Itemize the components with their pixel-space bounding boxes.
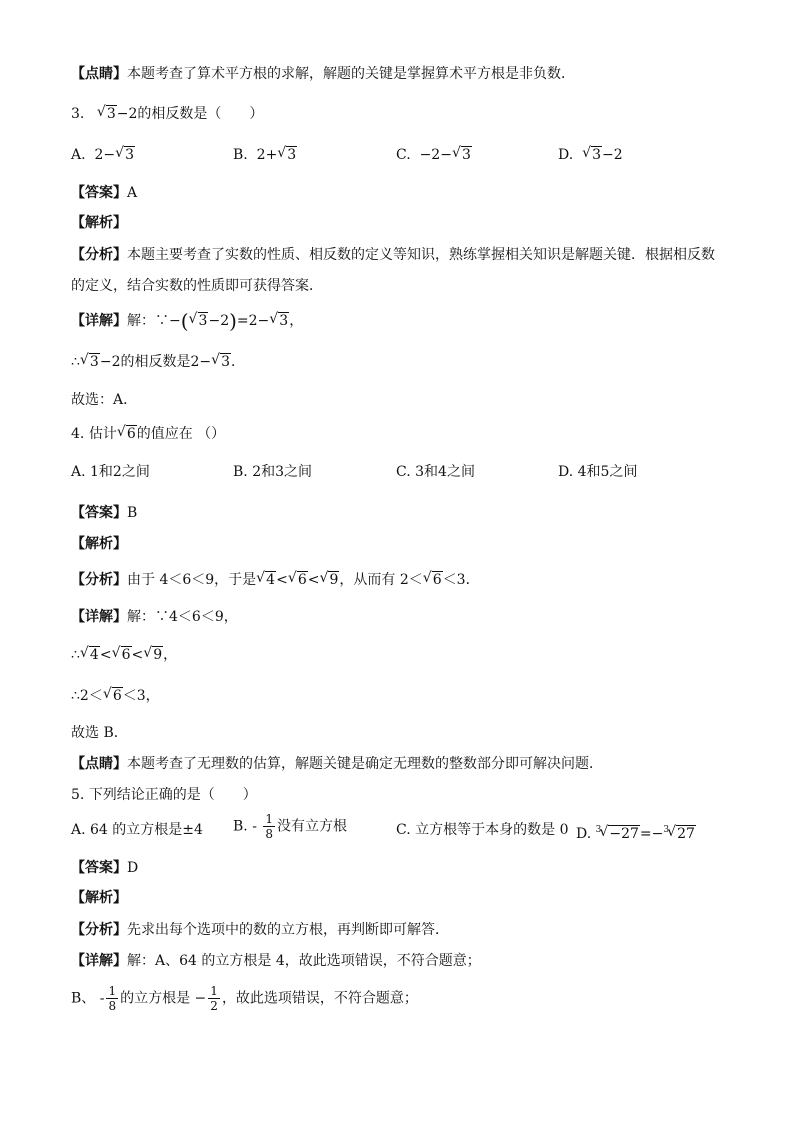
question-number: 3. (71, 106, 85, 122)
dianjing-4: 【点睛】本题考查了无理数的估算，解题关键是确定无理数的整数部分即可解决问题． (71, 756, 603, 772)
therefore-4a: ∴√ 4<√ 6<√ 9， (71, 645, 177, 665)
question-stem: 的相反数是（ ） (137, 106, 264, 122)
q5-option-a: A. 64 的立方根是±4 (71, 822, 203, 838)
guxuan-3: 故选：A． (71, 392, 138, 408)
line-b-explanation: B、 - $\frac{1}{8}$ 的立方根是 − $\frac{1}{2}$ ，故此选项错误，不符合题意； (71, 984, 418, 1013)
q5-option-c: C. 立方根等于本身的数是 0 (396, 822, 569, 838)
jiexi-tag-3: 【解析】 (71, 215, 127, 231)
answer-3 (71, 183, 137, 203)
q5-option-d: D. $^3$√ −27=−$^3$√ 27 (576, 820, 696, 844)
dianjing-text: 本题考查了算术平方根的求解，解题的关键是掌握算术平方根是非负数． (127, 66, 575, 82)
q5-option-b: B. - $\frac{1}{8}$ 没有立方根 (233, 812, 348, 841)
therefore-4b: ∴2＜√ 6＜3， (71, 686, 160, 706)
sqrt-expression: √ 3 (97, 104, 117, 124)
q3-option-c: C. −2−√ 3 (396, 145, 472, 165)
q3-option-a: A. 2−√ 3 (71, 145, 135, 165)
dianjing-tag: 【点睛】 (71, 66, 127, 82)
jiexi-tag-4: 【解析】 (71, 536, 127, 552)
fenxi-5: 【分析】先求出每个选项中的数的立方根，再判断即可解答． (71, 922, 449, 938)
q3-option-b: B. 2+√ 3 (233, 145, 297, 165)
q3-option-d: D. √ 3−2 (558, 145, 623, 165)
xiangjie-5: 【详解】解：A、64 的立方根是 4，故此选项错误，不符合题意； (71, 953, 481, 969)
q4-option-d: D. 4和5之间 (558, 464, 638, 480)
q4-option-c: C. 3和4之间 (396, 464, 475, 480)
q4-option-a: A. 1和2之间 (71, 464, 150, 480)
q4-option-b: B. 2和3之间 (233, 464, 313, 480)
answer-5: 【答案】D (71, 860, 139, 876)
xiangjie-3: 【详解】解：∵−(√ 3−2)=2−√ 3， (71, 311, 303, 331)
fenxi-3-line1: 【分析】本题主要考查了实数的性质、相反数的定义等知识，熟练掌握相关知识是解题关键．根据相反数 (71, 247, 715, 263)
answer-4: 【答案】B (71, 505, 138, 521)
question-3: 3. √ 3−2的相反数是（ ） (71, 104, 263, 124)
guxuan-4: 故选 B． (71, 725, 128, 741)
question-4: 4. 估计√ 6的值应在 （） (71, 424, 225, 444)
fenxi-4: 【分析】由于 4＜6＜9，于是√ 4<√ 6<√ 9，从而有 2＜√ 6＜3． (71, 570, 480, 590)
fenxi-3-line2: 的定义，结合实数的性质即可获得答案． (71, 278, 323, 294)
therefore-3: ∴√ 3−2的相反数是2−√ 3． (71, 352, 245, 372)
answer-value: A (127, 185, 138, 201)
answer-tag: 【答案】 (71, 185, 127, 201)
xiangjie-4: 【详解】解：∵4＜6＜9， (71, 609, 238, 625)
dianjing-line-q2 (71, 64, 575, 84)
jiexi-tag-5: 【解析】 (71, 890, 127, 906)
question-5: 5. 下列结论正确的是（ ） (71, 787, 257, 803)
